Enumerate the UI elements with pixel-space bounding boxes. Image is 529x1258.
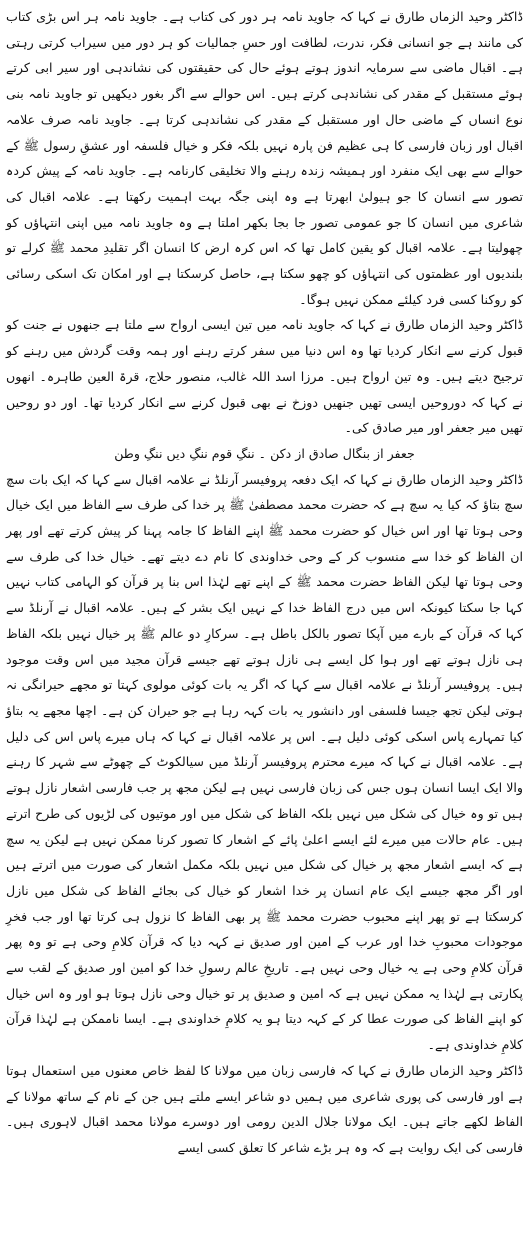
paragraph-maulana-title: ڈاکٹر وحید الزماں طارق نے کہا کہ فارسی زبان میں مولانا کا لفظ خاص معنوں میں استعمال ہوتا ہے اور فارسی کی پوری شاعری میں ہمیں دو شاعر ایسے ملتے ہیں جن کے نام کے ساتھ مولانا کے الفاظ لکھے جاتے ہیں۔ ایک مولانا جلال الدین رومی اور دوسرے مولانا محمد اقبال لاہوری ہیں۔ فارسی کی ایک روایت ہے کہ وہ ہر بڑے شاعر کا تعلق کسی ایسے xyxy=(6,1062,523,1155)
paragraph-three-souls: ڈاکٹر وحید الزماں طارق نے کہا کہ جاوید نامہ میں تین ایسی ارواح سے ملتا ہے جنھوں نے جنت کو قبول کرنے سے انکار کردیا تھا وہ اس دنیا میں سفر کرتے رہنے اور ہمہ وقت گردش میں رہنے کو ترجیح دیتے ہیں۔ وہ تین ارواح ہیں۔ مرزا اسد اللہ غالب، منصور حلاج، قرۃ العین طاہرہ۔ انھوں نے کہا کہ دوروحیں ایسی تھیں جنھیں دوزخ نے بھی قبول کرنے سے انکار کردیا تھا۔ اور دو روحیں تھیں میر جعفر اور میر صادق کی۔ xyxy=(6,317,523,436)
verse-couplet: جعفر از بنگال صادق از دکن ۔ ننگِ قوم ننگِ دیں ننگِ وطن xyxy=(114,445,415,461)
paragraph-javed-nama-intro: ڈاکٹر وحید الزماں طارق نے کہا کہ جاوید نامہ ہر دور کی کتاب ہے۔ جاوید نامہ ہر اس بڑی کتاب کی مانند ہے جو انسانی فکر، ندرت، لطافت اور حسِ جمالیات کو ہر دور میں سیراب کرتی رہتی ہے۔ اقبال ماضی سے سرمایہ اندوز ہوتے ہوئے حال کی حقیقتوں کی نشاندہی اور سیر ابی کرتے ہوئے مستقبل کے مقدر کی نشاندہی کرتے ہیں۔ اس حوالے سے اگر بغور دیکھیں تو جاوید نامہ بنی نوع انساں کے ماضی حال اور مستقبل کے مقدر کی نشاندہی کرتا ہے۔ جاوید نامہ صرف علامہ اقبال اور زبان فارسی کا ہی عظیم فن پارہ نہیں بلکہ فکر و خیال فلسفہ اور عشقِ رسول ﷺ کے حوالے سے بھی ایک منفرد اور ہمیشہ زندہ رہنے والا تخلیقی کارنامہ ہے۔ جاوید نامہ کے پیش کردہ تصور سے انسان کا جو ہیولیٰ ابھرتا ہے وہ اپنی جگہ بہت اہمیت رکھتا ہے۔ علامہ اقبال کی شاعری میں انسان کا جو عمومی تصور جا بجا بکھر املتا ہے وہ جاوید نامہ میں اپنی انتہاؤں کو چھولیتا ہے۔ علامہ اقبال کو یقین کامل تھا کہ اس کرہ ارض کا انسان اگر تقلیدِ محمد ﷺ کرلے تو بلندیوں اور عظمتوں کی انتہاؤں کو چھو سکتا ہے، حاصل کرسکتا ہے اور امکان تک اسکی رسائی کو روکنا کسی فرد کیلئے ممکن نہیں ہوگا۔ xyxy=(6,9,523,307)
paragraph-arnold-dialogue: ڈاکٹر وحید الزماں طارق نے کہا کہ ایک دفعہ پروفیسر آرنلڈ نے علامہ اقبال سے کہا کہ ایک بات سچ سچ بتاؤ کہ کیا یہ سچ ہے کہ حضرت محمد مصطفیٰ ﷺ پر خدا کی طرف سے الفاظ میں ایک خیال وحی ہوتا تھا اور اس خیال کو حضرت محمد ﷺ اپنے الفاظ کا جامہ پہنا کر پیش کرتے تھے اور پھر ان الفاظ کو خدا سے منسوب کر کے وحی خداوندی کا نام دے دیتے تھے۔ خیال خدا کی طرف سے وحی ہوتا تھا لیکن الفاظ حضرت محمد ﷺ کے اپنے تھے لہٰذا اس بنا پر قرآن کو الہامی کتاب نہیں کہا جا سکتا کیونکہ اس میں درج الفاظ خدا کے نہیں ایک بشر کے ہیں۔ علامہ اقبال نے آرنلڈ سے کہا کہ قرآن کے بارے میں آپکا تصور بالکل باطل ہے۔ سرکارِ دو عالم ﷺ پر خیال نہیں بلکہ الفاظ ہی نازل ہوتے تھے اور ہوا کل ایسے ہی نازل ہوتے تھے جیسے قرآن مجید میں اس وقت موجود ہیں۔ پروفیسر آرنلڈ نے علامہ اقبال سے کہا کہ اگر یہ بات کوئی مولوی کہتا تو مجھے حیرانگی نہ ہوتی لیکن تجھ جیسا فلسفی اور دانشور یہ بات کہہ رہا ہے جو حیران کن ہے۔ اچھا مجھے یہ بتاؤ کیا تمہارے پاس اسکی کوئی دلیل ہے۔ اس پر علامہ اقبال نے کہا کہ ہاں میرے پاس اس کی دلیل ہے۔ علامہ اقبال نے کہا کہ میرے محترم پروفیسر آرنلڈ میں سیالکوٹ کے چھوٹے سے شہر کا رہنے والا ایک ایسا انسان ہوں جس کی زبان فارسی نہیں ہے لیکن مجھ پر جب فارسی اشعار نازل ہوتے ہیں تو وہ خیال کی شکل میں نہیں بلکہ الفاظ کی شکل میں اور موتیوں کی لڑیوں کی طرح اترتے ہیں۔ عام حالات میں میرے لئے ایسے اعلیٰ پائے کے اشعار کا تصور کرنا ممکن نہیں ہے لیکن یہ سچ ہے کہ ایسے اشعار مجھ پر خیال کی شکل میں نہیں بلکہ مکمل اشعار کی صورت میں اترتے ہیں اور اگر مجھ جیسے ایک عام انسان پر خدا اشعار کو خیال کی بجائے الفاظ کی شکل میں نازل کرسکتا ہے تو پھر اپنے محبوب حضرت محمد ﷺ پر بھی الفاظ کا نزول ہی کرتا تھا اور جب فخرِ موجودات محبوبِ خدا اور عرب کے امین اور صدیق نے کہہ دیا کہ قرآن کلامِ وحی ہے تو وہ پھر قرآن کلامِ وحی ہے یہ خیال وحی نہیں ہے۔ تاریخِ عالم رسولِ خدا کو امین اور صدیق کے لقب سے پکارتی ہے لہٰذا یہ ممکن نہیں ہے کہ امین و صدیق پر تو خیال وحی نازل ہوتا ہو اور وہ اس خیال کو اپنے الفاظ کی صورت عطا کر کے کہہ دیتا ہو یہ کلامِ خداوندی ہے۔ ایسا ناممکن ہے لہٰذا قرآن کلامِ خداوندی ہے۔ xyxy=(6,471,523,1053)
